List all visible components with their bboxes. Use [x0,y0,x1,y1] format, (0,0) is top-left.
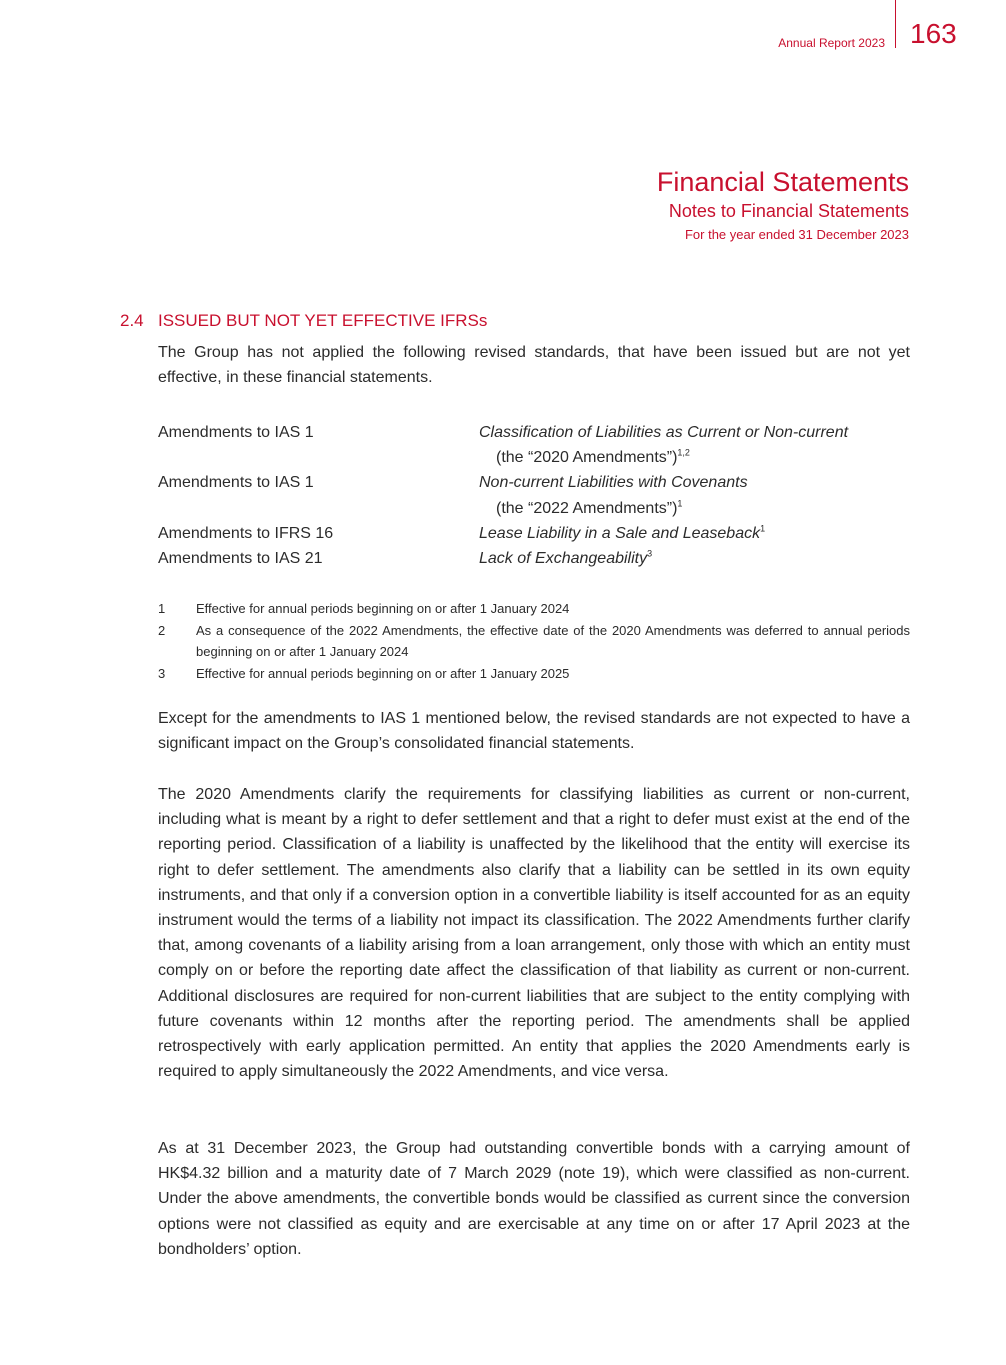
footnote [158,598,910,620]
footnote-number: 3 [158,665,166,681]
footnote [158,620,910,663]
footnote-text: As a consequence of the 2022 Amendments, the effective date of the 2020 Amendments was deferred to annual periods beginning on or after 1 January 2024 [196,622,910,659]
standard-title: Classification of Liabilities as Current or Non-current [479,424,849,441]
standard-note: (the “2020 Amendments”) [496,449,678,467]
reporting-period: For the year ended 31 December 2023 [684,227,909,242]
impact-paragraph: Except for the amendments to IAS 1 mentioned below, the revised standards are not expected to have a significant impact on the Group’s consolidated financial statements. [158,710,910,753]
standard-row [158,470,910,520]
footnote-text: Effective for annual periods beginning on or after 1 January 2025 [196,665,570,681]
section-heading [120,311,487,331]
footnote-ref: 1,2 [677,447,690,458]
standard-description [479,521,910,546]
footnote-text: Effective for annual periods beginning on or after 1 January 2024 [196,601,570,616]
standard-name: Amendments to IAS 1 [158,474,314,492]
page-number: 163 [910,18,957,49]
intro-paragraph: The Group has not applied the following revised standards, that have been issued but are not yet effective, in these financial statements. [158,344,910,387]
footnote [158,663,910,685]
footnote-number: 1 [158,601,166,616]
header-report-label: Annual Report 2023 [778,36,885,50]
standard-title: Non-current Liabilities with Covenants [479,474,748,492]
footnote-ref: 3 [647,548,653,559]
standard-row [158,546,910,571]
title-block [657,166,909,244]
standards-table [158,420,910,571]
standard-description [479,546,910,571]
standard-name: Amendments to IFRS 16 [158,524,334,542]
page-subtitle: Notes to Financial Statements [668,201,909,221]
section-number: 2.4 [120,311,144,330]
convertible-bonds-paragraph: As at 31 December 2023, the Group had outstanding convertible bonds with a carrying amount of HK$4.32 billion and a maturity date of 7 March 2029 (note 19), which were classified as non-current. Under the above amendments, the convertible bonds would be classified as current since the conversion options were not classified as equity and are exercisable at any time on or after 17 April 2023 at the bondholders’ option. [158,1140,910,1258]
standard-row [158,521,910,546]
footnote-ref: 1 [677,498,683,509]
standard-title: Lease Liability in a Sale and Leaseback [479,524,761,542]
standard-description [479,420,910,470]
standard-name: Amendments to IAS 21 [158,550,323,568]
standard-description [479,470,910,520]
section-title: ISSUED BUT NOT YET EFFECTIVE IFRSs [158,311,488,330]
standard-row [158,420,910,470]
standard-note: (the “2022 Amendments”) [496,499,678,517]
footnote-ref: 1 [760,523,766,534]
footnote-number: 2 [158,622,166,638]
standard-title: Lack of Exchangeability [479,550,648,568]
footnotes [158,598,910,684]
amendments-paragraph: The 2020 Amendments clarify the requirements for classifying liabilities as current or non-current, including what is meant by a right to defer settlement and that a right to defer must exist at the end of the reporting period. Classification of a liability is unaffected by the likelihood that the entity will exercise its right to defer settlement. The amendments also clarify that a liability can be settled in its own equity instruments, and that only if a conversion option in a convertible liability is itself accounted for as an equity instrument would the terms of a liability not impact its classification. The 2022 Amendments further clarify that, among covenants of a liability arising from a loan arrangement, only those with which an entity must comply on or before the reporting date affect the classification of that liability as current or non-current. Additional disclosures are required for non-current liabilities that are subject to the entity complying with future covenants within 12 months after the reporting period. The amendments shall be applied retrospectively with early application permitted. An entity that applies the 2020 Amendments early is required to apply simultaneously the 2022 Amendments, and vice versa. [158,786,910,1081]
header-divider [895,0,896,48]
page-title: Financial Statements [656,167,909,197]
standard-name: Amendments to IAS 1 [158,424,314,441]
